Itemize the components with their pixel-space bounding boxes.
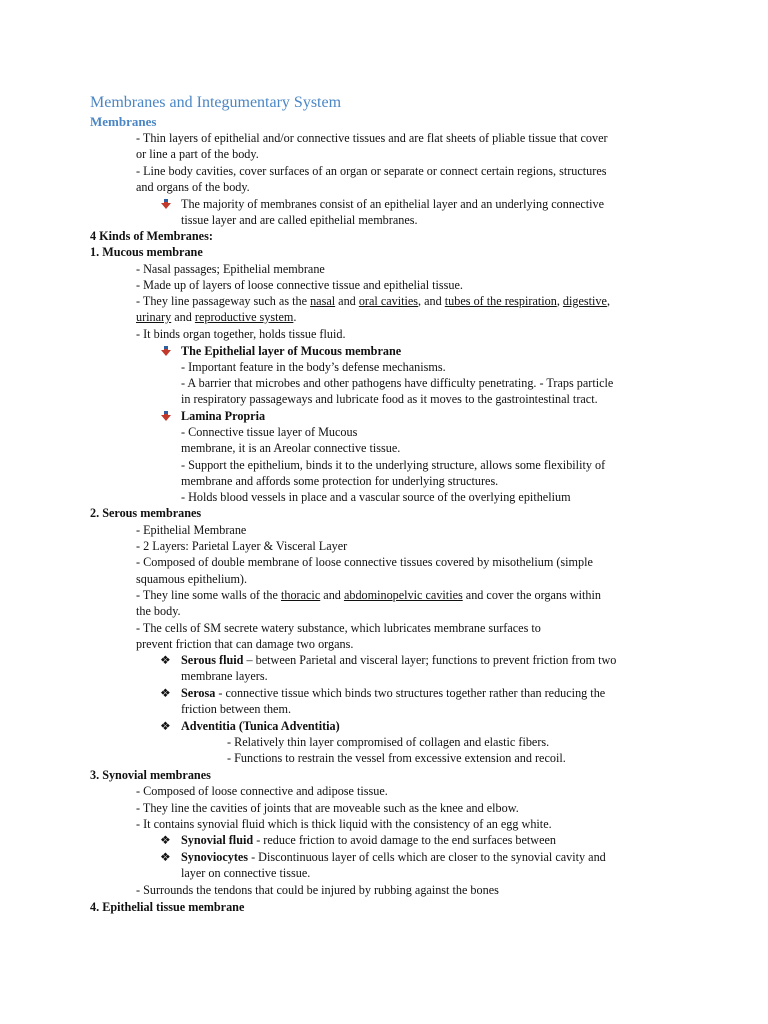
intro-line: or line a part of the body. [136, 147, 259, 161]
intro-line: - Thin layers of epithelial and/or connective tissues and are flat sheets of pliable tissue that cover [136, 131, 608, 145]
synovial-line: - Composed of loose connective and adipose tissue. [136, 784, 388, 798]
epithelial-layer-title: The Epithelial layer of Mucous membrane [181, 344, 402, 358]
adventitia-item: Adventitia (Tunica Adventitia) [181, 719, 340, 733]
lamina-propria-title: Lamina Propria [181, 409, 266, 423]
serous-line: prevent friction that can damage two organs. [136, 637, 354, 651]
mucous-line: - They line passageway such as the nasal and oral cavities, and tubes of the respiration, digestive, [136, 294, 610, 308]
synovial-heading: 3. Synovial membranes [90, 768, 211, 782]
synovial-line: - Surrounds the tendons that could be injured by rubbing against the bones [136, 883, 499, 897]
serous-fluid-item: membrane layers. [181, 669, 268, 683]
serous-line: - Epithelial Membrane [136, 523, 247, 537]
diamond-bullet-icon: ❖ [160, 833, 171, 847]
synoviocytes-item: Synoviocytes - Discontinuous layer of cells which are closer to the synovial cavity and [181, 850, 606, 864]
intro-bullet-line: The majority of membranes consist of an epithelial layer and an underlying connective [181, 197, 605, 211]
serosa-item: Serosa - connective tissue which binds two structures together rather than reducing the [181, 686, 606, 700]
serous-line: squamous epithelium). [136, 572, 248, 586]
mucous-line: - Nasal passages; Epithelial membrane [136, 262, 325, 276]
mucous-heading: 1. Mucous membrane [90, 245, 203, 259]
adventitia-line: - Functions to restrain the vessel from excessive extension and recoil. [227, 751, 566, 765]
serous-heading: 2. Serous membranes [90, 506, 202, 520]
epithelial-layer-line: in respiratory passageways and lubricate food as it moves to the gastrointestinal tract. [181, 392, 598, 406]
diamond-bullet-icon: ❖ [160, 653, 171, 667]
page-title: Membranes and Integumentary System [90, 94, 342, 111]
intro-line: and organs of the body. [136, 180, 250, 194]
serous-fluid-item: Serous fluid – between Parietal and visceral layer; functions to prevent friction from two [181, 653, 617, 667]
serous-line: - They line some walls of the thoracic and abdominopelvic cavities and cover the organs within [136, 588, 601, 602]
synoviocytes-item: layer on connective tissue. [181, 866, 311, 880]
serous-line: - Composed of double membrane of loose connective tissues covered by misothelium (simple [136, 555, 593, 569]
section-subtitle: Membranes [90, 114, 157, 129]
serous-line: the body. [136, 604, 181, 618]
epithelial-tissue-heading: 4. Epithelial tissue membrane [90, 900, 245, 914]
synovial-fluid-item: Synovial fluid - reduce friction to avoid damage to the end surfaces between [181, 833, 557, 847]
epithelial-layer-line: - Important feature in the body’s defense mechanisms. [181, 360, 446, 374]
synovial-line: - They line the cavities of joints that are moveable such as the knee and elbow. [136, 801, 519, 815]
arrow-bullet-icon [160, 198, 172, 210]
mucous-line: - Made up of layers of loose connective tissue and epithelial tissue. [136, 278, 463, 292]
mucous-line: - It binds organ together, holds tissue fluid. [136, 327, 346, 341]
lamina-propria-line: membrane and affords some protection for underlying structures. [181, 474, 499, 488]
mucous-line: urinary and reproductive system. [136, 310, 297, 324]
diamond-bullet-icon: ❖ [160, 686, 171, 700]
epithelial-layer-line: - A barrier that microbes and other pathogens have difficulty penetrating. - Traps particle [181, 376, 614, 390]
lamina-propria-line: - Holds blood vessels in place and a vascular source of the overlying epithelium [181, 490, 571, 504]
serosa-item: friction between them. [181, 702, 291, 716]
arrow-bullet-icon [160, 410, 172, 422]
diamond-bullet-icon: ❖ [160, 719, 171, 733]
synovial-line: - It contains synovial fluid which is thick liquid with the consistency of an egg white. [136, 817, 552, 831]
lamina-propria-line: - Connective tissue layer of Mucous [181, 425, 358, 439]
lamina-propria-line: - Support the epithelium, binds it to the underlying structure, allows some flexibility of [181, 458, 606, 472]
arrow-bullet-icon [160, 345, 172, 357]
intro-line: - Line body cavities, cover surfaces of an organ or separate or connect certain regions, structures [136, 164, 607, 178]
intro-bullet-line: tissue layer and are called epithelial membranes. [181, 213, 418, 227]
serous-line: - The cells of SM secrete watery substance, which lubricates membrane surfaces to [136, 621, 541, 635]
serous-line: - 2 Layers: Parietal Layer & Visceral Layer [136, 539, 348, 553]
diamond-bullet-icon: ❖ [160, 850, 171, 864]
lamina-propria-line: membrane, it is an Areolar connective tissue. [181, 441, 401, 455]
adventitia-line: - Relatively thin layer compromised of collagen and elastic fibers. [227, 735, 550, 749]
kinds-heading: 4 Kinds of Membranes: [90, 229, 213, 243]
